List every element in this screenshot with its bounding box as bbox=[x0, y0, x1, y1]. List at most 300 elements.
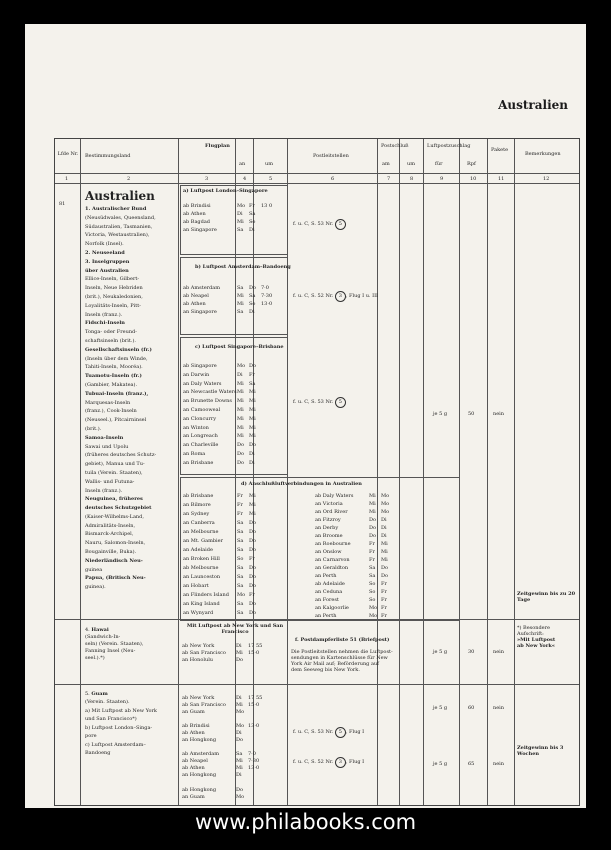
schedule-row bbox=[182, 723, 284, 730]
schedule-cell: an Darwin bbox=[183, 371, 210, 378]
schedule-cell: Do bbox=[369, 517, 377, 523]
schedule-row bbox=[315, 564, 417, 572]
schedule-cell: Sa bbox=[237, 601, 244, 607]
schedule-cell: an Camooweal bbox=[183, 406, 221, 413]
text-line: »Mit Luftpost bbox=[517, 637, 556, 643]
schedule-cell: Sa bbox=[237, 309, 244, 315]
header-land: Bestimmungsland bbox=[85, 153, 131, 159]
text-line: Neuguinea, früheres bbox=[85, 496, 143, 503]
schedule-row bbox=[315, 596, 417, 604]
header-nr: Lfde Nr. bbox=[57, 151, 79, 157]
schedule-cell: ab Hongkong bbox=[182, 787, 217, 793]
schedule-cell: an Roma bbox=[183, 450, 206, 457]
schedule-cell: Do bbox=[249, 547, 257, 553]
schedule-cell: an Carnarvon bbox=[315, 557, 350, 563]
schedule-cell: 17 55 bbox=[248, 643, 263, 649]
schedule-cell: 15·0 bbox=[248, 650, 260, 656]
schedule-cell: ab Amsterdam bbox=[182, 751, 219, 757]
schedule-cell: Do bbox=[236, 657, 244, 663]
schedule-row bbox=[315, 572, 417, 580]
text-line: (Kaiser-Wilhelms-Land, bbox=[85, 513, 144, 520]
text-line: (brit.). bbox=[85, 425, 102, 432]
guam-stellen-b: f. u. C, S. 53 Nr. 5 , Flug I bbox=[293, 727, 364, 738]
text-line: Victoria, Westaustralien), bbox=[85, 232, 150, 239]
schedule-cell: ab New York bbox=[182, 695, 215, 701]
schedule-cell: an Brunette Downs bbox=[183, 398, 232, 405]
schedule-cell: Do bbox=[236, 787, 244, 793]
colnum: 11 bbox=[498, 176, 505, 182]
header-rpf: Rpf bbox=[467, 161, 476, 167]
schedule-cell: an Wynyard bbox=[183, 610, 214, 616]
zeitgewinn-81: Zeitgewinn bis zu 20 Tage bbox=[517, 591, 576, 603]
section-c bbox=[180, 337, 288, 475]
text-line: Loyalitäts-Inseln, Pitt- bbox=[85, 302, 141, 309]
schedule-row bbox=[183, 591, 285, 600]
schedule-cell: Sa bbox=[249, 293, 256, 299]
text-line: (Neusüdwales, Queensland, bbox=[85, 214, 156, 221]
section-d-right bbox=[315, 492, 417, 620]
header-bemerkungen: Bemerkungen bbox=[525, 151, 561, 157]
watermark-url: www.philabooks.com bbox=[194, 810, 417, 834]
schedule-row bbox=[182, 702, 284, 709]
schedule-row bbox=[183, 424, 285, 433]
schedule-row bbox=[183, 555, 285, 564]
text-line: Inseln (franz.). bbox=[85, 311, 123, 318]
schedule-cell: an Guam bbox=[182, 794, 205, 800]
text-line: (Sandwich-In- bbox=[85, 634, 121, 640]
schedule-row bbox=[183, 501, 285, 510]
schedule-row bbox=[183, 362, 285, 371]
schedule-cell: an Broken Hill bbox=[183, 556, 220, 562]
text-line: Südaustralien, Tasmanien, bbox=[85, 223, 153, 230]
schedule-cell: Mi bbox=[237, 301, 244, 307]
stellen-c: f. u. C, S. 53 Nr. 5 bbox=[293, 397, 346, 408]
schedule-row bbox=[183, 519, 285, 528]
schedule-cell: Di bbox=[236, 643, 242, 649]
guam-a-rows bbox=[182, 695, 284, 716]
schedule-row bbox=[315, 532, 417, 540]
guam-b-rows bbox=[182, 723, 284, 744]
schedule-cell: Do bbox=[369, 533, 377, 539]
schedule-row bbox=[182, 765, 284, 772]
pakete-4: nein bbox=[493, 649, 504, 655]
schedule-cell: Fr bbox=[249, 203, 255, 209]
schedule-cell: an Launceston bbox=[183, 574, 221, 580]
text-line: seel.).*) bbox=[85, 655, 105, 661]
text-line: gebiet), Manua und Tu- bbox=[85, 461, 145, 468]
schedule-row bbox=[183, 537, 285, 546]
schedule-cell: Mi bbox=[237, 406, 244, 413]
schedule-cell: Sa bbox=[369, 565, 376, 571]
schedule-cell: Fr bbox=[249, 556, 255, 562]
schedule-cell: an Perth bbox=[315, 613, 337, 619]
schedule-cell: an Adelaide bbox=[183, 547, 213, 553]
text-line: Gesellschaftsinseln (fr.) bbox=[85, 346, 152, 353]
schedule-cell: Mi bbox=[236, 758, 243, 764]
schedule-cell: So bbox=[249, 219, 256, 225]
schedule-cell: Di bbox=[249, 459, 255, 466]
schedule-cell: Mo bbox=[381, 501, 390, 507]
schedule-row bbox=[183, 308, 285, 316]
schedule-cell: 7·30 bbox=[248, 758, 260, 764]
schedule-cell: ab Bagdad bbox=[183, 219, 211, 225]
schedule-cell: Sa bbox=[237, 610, 244, 616]
schedule-cell: an Longreach bbox=[183, 433, 218, 440]
text-line: Tonga- oder Freund- bbox=[85, 329, 137, 336]
schedule-cell: ab Adelaide bbox=[315, 581, 345, 587]
schedule-cell: Sa bbox=[237, 227, 244, 233]
schedule-row bbox=[183, 546, 285, 555]
schedule-cell: 13·0 bbox=[248, 765, 260, 771]
colnum: 2 bbox=[127, 176, 131, 182]
schedule-row bbox=[315, 548, 417, 556]
schedule-cell: Mi bbox=[381, 557, 388, 563]
schedule-cell: Do bbox=[249, 583, 257, 589]
schedule-row bbox=[183, 371, 285, 380]
text-line: tuila (Verein. Staaten), bbox=[85, 469, 143, 476]
text-line: (brit.), Neukaledonien, bbox=[85, 293, 143, 300]
text-line: Niederländisch Neu- bbox=[85, 557, 143, 564]
text-line: Inseln (franz.). bbox=[85, 487, 123, 494]
schedule-cell: So bbox=[249, 301, 256, 307]
schedule-cell: Do bbox=[237, 442, 245, 449]
schedule-cell: Do bbox=[249, 442, 257, 449]
text-line: Wallis- und Futuna- bbox=[85, 478, 135, 485]
schedule-cell: an Hongkong bbox=[182, 772, 217, 778]
schedule-cell: ab Athen bbox=[183, 301, 206, 307]
schedule-cell: Fr bbox=[381, 581, 387, 587]
schedule-cell: Di bbox=[249, 450, 255, 457]
schedule-cell: Sa bbox=[236, 751, 243, 757]
section-c-title: c) Luftpost Singapore–Brisbane bbox=[195, 344, 284, 350]
text-line: (Verein. Staaten). bbox=[85, 699, 130, 705]
schedule-cell: Mo bbox=[237, 203, 246, 209]
schedule-cell: Mi bbox=[249, 389, 256, 396]
schedule-cell: Sa bbox=[237, 583, 244, 589]
schedule-row bbox=[315, 604, 417, 612]
entry-81-list bbox=[85, 205, 177, 592]
zuschlag-fuer-4: je 5 g bbox=[433, 649, 448, 655]
text-line: Sawai und Upolu bbox=[85, 443, 129, 450]
guam-c-rows bbox=[182, 751, 284, 779]
schedule-cell: Mo bbox=[236, 723, 245, 729]
schedule-cell: an Hobart bbox=[183, 583, 209, 589]
schedule-cell: an Hongkong bbox=[182, 737, 217, 743]
bemerkung-4 bbox=[517, 625, 577, 649]
pakete-81: nein bbox=[493, 411, 504, 417]
schedule-cell: Mi bbox=[369, 501, 376, 507]
schedule-cell: So bbox=[369, 581, 376, 587]
text-line: Fidschi-Inseln bbox=[85, 320, 125, 327]
schedule-row bbox=[183, 609, 285, 618]
schedule-cell: Do bbox=[249, 520, 257, 526]
schedule-cell: Do bbox=[249, 601, 257, 607]
schedule-cell: an Forest bbox=[315, 597, 339, 603]
schedule-row bbox=[183, 300, 285, 308]
section-c-rows bbox=[183, 362, 285, 468]
schedule-cell: Do bbox=[249, 538, 257, 544]
text-line: Marquesas-Inseln bbox=[85, 399, 131, 406]
schedule-cell: ab Neapel bbox=[182, 758, 208, 764]
schedule-cell: Mi bbox=[381, 549, 388, 555]
schedule-cell: an Ord River bbox=[315, 509, 348, 515]
text-line: Inseln, Neue Hebriden bbox=[85, 285, 143, 292]
schedule-row bbox=[182, 751, 284, 758]
schedule-row bbox=[315, 492, 417, 500]
schedule-row bbox=[315, 612, 417, 620]
schedule-table bbox=[54, 138, 580, 806]
schedule-row bbox=[183, 284, 285, 292]
text-line: über Australien bbox=[85, 267, 129, 274]
schedule-cell: Mo bbox=[237, 363, 246, 369]
text-line: a) Mit Luftpost ab New York bbox=[85, 707, 157, 714]
schedule-cell: an Singapore bbox=[183, 227, 217, 233]
schedule-cell: Sa bbox=[237, 529, 244, 535]
schedule-cell: So bbox=[369, 589, 376, 595]
schedule-cell: an Winton bbox=[183, 424, 209, 431]
schedule-row bbox=[183, 226, 285, 234]
schedule-row bbox=[183, 406, 285, 415]
colnum: 4 bbox=[243, 176, 247, 182]
schedule-row bbox=[182, 695, 284, 702]
schedule-cell: Mi bbox=[237, 293, 244, 299]
guam-stellen-c: f. u. C, S. 52 Nr. 3 , Flug I bbox=[293, 757, 364, 768]
schedule-cell: Mi bbox=[369, 509, 376, 515]
schedule-cell: Mo bbox=[236, 709, 245, 715]
header-schluss: Postschluß bbox=[381, 143, 409, 149]
schedule-cell: Fr bbox=[249, 371, 255, 378]
schedule-cell: Mi bbox=[369, 493, 376, 499]
schedule-cell: Di bbox=[249, 309, 255, 315]
section-d-title: d) Anschlußluftverbindungen in Australien bbox=[241, 481, 362, 487]
schedule-row bbox=[183, 459, 285, 468]
schedule-cell: Sa bbox=[237, 538, 244, 544]
schedule-row bbox=[183, 380, 285, 389]
section-d-left bbox=[183, 492, 285, 618]
schedule-cell: Sa bbox=[237, 574, 244, 580]
section-hawai-rows bbox=[182, 643, 284, 664]
schedule-row bbox=[183, 573, 285, 582]
schedule-cell: Sa bbox=[237, 285, 244, 291]
entry-5-desc bbox=[85, 698, 177, 758]
circle-5-icon: 5 bbox=[335, 397, 346, 408]
text-line: sendungen in Kartenschlüsse für New bbox=[291, 655, 388, 661]
schedule-cell: 13·0 bbox=[261, 301, 273, 307]
schedule-row bbox=[182, 657, 284, 664]
schedule-cell: Fr bbox=[237, 502, 243, 508]
schedule-cell: ab Melbourne bbox=[183, 565, 219, 571]
schedule-cell: an Perth bbox=[315, 573, 337, 579]
text-line: Ellice-Inseln, Gilbert- bbox=[85, 276, 140, 283]
schedule-cell: ab San Francisco bbox=[182, 702, 226, 708]
schedule-cell: an Newcastle Waters bbox=[183, 389, 237, 396]
schedule-row bbox=[183, 210, 285, 218]
text-line: ab New York« bbox=[517, 643, 555, 649]
schedule-cell: Fr bbox=[369, 549, 375, 555]
schedule-cell: 13 0 bbox=[261, 203, 273, 209]
schedule-cell: Mo bbox=[369, 613, 378, 619]
schedule-row bbox=[315, 540, 417, 548]
text-line: Fanning Insel (Neu- bbox=[85, 648, 136, 654]
schedule-cell: Mi bbox=[237, 219, 244, 225]
schedule-cell: Mo bbox=[237, 592, 246, 598]
stellen-b: f. u. C, S. 52 Nr. 3 , Flug I u. III bbox=[293, 291, 378, 302]
schedule-cell: an Melbourne bbox=[183, 529, 219, 535]
schedule-cell: Mi bbox=[249, 415, 256, 422]
header-um: um bbox=[265, 161, 273, 167]
schedule-cell: Do bbox=[249, 574, 257, 580]
schedule-cell: Fr bbox=[381, 605, 387, 611]
zuschlag-fuer-81: je 5 g bbox=[433, 411, 448, 417]
schedule-cell: Mi bbox=[236, 765, 243, 771]
schedule-cell: ab Athen bbox=[183, 211, 206, 217]
schedule-cell: 15·0 bbox=[248, 702, 260, 708]
colnum: 12 bbox=[543, 176, 550, 182]
text-line: 3. Inselgruppen bbox=[85, 258, 130, 265]
text-line: *) Besondere bbox=[517, 625, 550, 631]
entry-4-desc bbox=[85, 634, 177, 662]
schedule-cell: Mi bbox=[236, 650, 243, 656]
schedule-cell: an Sydney bbox=[183, 511, 210, 517]
schedule-cell: an Canberra bbox=[183, 520, 215, 526]
schedule-cell: Fr bbox=[237, 511, 243, 517]
section-a-rows bbox=[183, 202, 285, 234]
text-line: (Neuseel.), Pitcairninsel bbox=[85, 417, 147, 424]
text-line: dem Seeweg bis New York. bbox=[291, 667, 360, 673]
schedule-cell: Di bbox=[236, 730, 242, 736]
stellen-a: f. u. C, S. 53 Nr. 5 bbox=[293, 219, 346, 230]
text-line: b) Luftpost London–Singa- bbox=[85, 724, 153, 731]
stellen-4: f. Postdampferliste 51 (Briefpost) bbox=[295, 637, 390, 643]
colnum: 6 bbox=[331, 176, 335, 182]
schedule-row bbox=[183, 218, 285, 226]
entry-nr: 81 bbox=[59, 201, 66, 207]
text-line: 2. Neuseeland bbox=[85, 249, 125, 256]
schedule-cell: an Kalgoorlie bbox=[315, 605, 349, 611]
schedule-cell: Mi bbox=[381, 541, 388, 547]
schedule-cell: Fr bbox=[381, 597, 387, 603]
schedule-cell: ab Amsterdam bbox=[183, 285, 220, 291]
text-line: 1. Australischer Bund bbox=[85, 206, 147, 212]
schedule-cell: an Victoria bbox=[315, 501, 343, 507]
schedule-row bbox=[183, 600, 285, 609]
schedule-row bbox=[182, 772, 284, 779]
schedule-cell: 13·0 bbox=[248, 723, 260, 729]
page-title: Australien bbox=[498, 98, 568, 112]
schedule-cell: Fr bbox=[381, 589, 387, 595]
guam-pakete: nein bbox=[493, 705, 504, 711]
schedule-cell: Mi bbox=[237, 415, 244, 422]
schedule-cell: an Ceduna bbox=[315, 589, 343, 595]
circle-5-icon: 5 bbox=[335, 219, 346, 230]
text-line: (Inseln über dem Winde, bbox=[85, 355, 148, 362]
schedule-cell: ab San Francisco bbox=[182, 650, 226, 656]
schedule-cell: an Onslow bbox=[315, 549, 342, 555]
header-stellen: Postleitstellen bbox=[313, 153, 349, 159]
schedule-cell: 7·0 bbox=[261, 285, 269, 291]
schedule-cell: Mi bbox=[249, 424, 256, 431]
colnum: 5 bbox=[269, 176, 273, 182]
text-line: Tahiti-Inseln, Mooréa). bbox=[85, 364, 143, 371]
zeitgewinn-5: Zeitgewinn bis 3 Wochen bbox=[517, 745, 564, 757]
schedule-cell: an Charleville bbox=[183, 442, 219, 449]
schedule-cell: Fr bbox=[237, 493, 243, 499]
schedule-cell: an Mt. Gambier bbox=[183, 538, 223, 544]
text-line: (Gambier, Makatea). bbox=[85, 381, 138, 388]
schedule-cell: Sa bbox=[237, 565, 244, 571]
text-line: Tuamotu-Inseln (fr.) bbox=[85, 373, 142, 380]
colnum: 10 bbox=[470, 176, 477, 182]
text-line: York Air Mail auf; Beförderung auf bbox=[291, 661, 380, 667]
schedule-cell: ab Neapel bbox=[183, 293, 209, 299]
schedule-cell: Di bbox=[381, 533, 387, 539]
schedule-row bbox=[182, 730, 284, 737]
schedule-cell: Mi bbox=[249, 502, 256, 508]
header-fuer: für bbox=[435, 161, 443, 167]
schedule-cell: Mi bbox=[237, 389, 244, 396]
schedule-row bbox=[183, 397, 285, 406]
schedule-row bbox=[182, 709, 284, 716]
schedule-row bbox=[183, 492, 285, 501]
document-page bbox=[25, 24, 586, 808]
text-line: Nauru, Salomon-Inseln, bbox=[85, 540, 146, 547]
entry-nr: 4. Hawai bbox=[85, 627, 109, 633]
guam-zuschlag-fuer: je 5 g bbox=[433, 705, 448, 711]
section-b bbox=[180, 257, 291, 335]
entry-nr: 5. Guam bbox=[85, 691, 108, 697]
text-line: Bismarck-Archipel, bbox=[85, 531, 134, 538]
schedule-row bbox=[182, 643, 284, 650]
stellen-4-note bbox=[291, 649, 393, 673]
colnum: 8 bbox=[410, 176, 414, 182]
schedule-row bbox=[315, 580, 417, 588]
schedule-cell: Mi bbox=[236, 702, 243, 708]
schedule-cell: 17 55 bbox=[248, 695, 263, 701]
text-line: Bandoeng bbox=[85, 750, 111, 756]
schedule-cell: Mi bbox=[249, 511, 256, 517]
schedule-cell: Mi bbox=[249, 493, 256, 499]
schedule-cell: 7·30 bbox=[261, 293, 273, 299]
schedule-cell: ab Brisbane bbox=[183, 493, 214, 499]
schedule-cell: an Derby bbox=[315, 525, 339, 531]
schedule-cell: ab Brindisi bbox=[182, 723, 210, 729]
text-line: guinea bbox=[85, 566, 103, 573]
schedule-cell: ab Athen bbox=[182, 730, 205, 736]
schedule-cell: 7·0 bbox=[248, 751, 256, 757]
schedule-cell: an Honolulu bbox=[182, 657, 214, 663]
schedule-row bbox=[183, 441, 285, 450]
header-schluss-am: am bbox=[382, 161, 390, 167]
schedule-cell: Mi bbox=[237, 398, 244, 405]
schedule-cell: Mi bbox=[237, 433, 244, 440]
text-line: Admiralitäts-Inseln, bbox=[85, 522, 136, 529]
schedule-row bbox=[183, 388, 285, 397]
header-schluss-um: um bbox=[407, 161, 415, 167]
section-a-title: a) Luftpost London–Singapore bbox=[183, 188, 268, 194]
circle-3-icon: 3 bbox=[335, 291, 346, 302]
schedule-cell: Fr bbox=[249, 592, 255, 598]
text-line: pore bbox=[85, 733, 97, 739]
schedule-cell: Sa bbox=[249, 211, 256, 217]
schedule-row bbox=[183, 292, 285, 300]
guam-zuschlag-fuer: je 5 g bbox=[433, 761, 448, 767]
section-hawai-title: Mit Luftpost ab New York und San Francisco bbox=[186, 623, 284, 635]
text-line: c) Luftpost Amsterdam– bbox=[85, 741, 146, 748]
schedule-cell: ab Athen bbox=[182, 765, 205, 771]
schedule-cell: Mo bbox=[381, 493, 390, 499]
circle-3-icon: 3 bbox=[335, 757, 346, 768]
schedule-cell: Mi bbox=[249, 406, 256, 413]
